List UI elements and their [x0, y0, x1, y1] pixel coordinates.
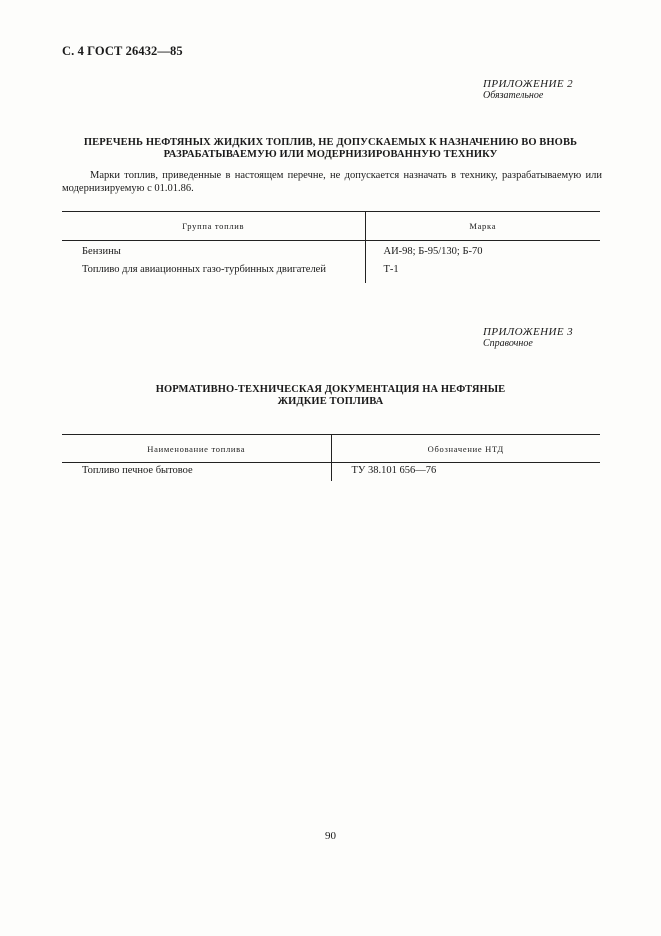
- page-number: 90: [325, 830, 336, 842]
- grade-column-header: Марка: [365, 212, 600, 241]
- appendix-3-label: [483, 326, 573, 350]
- appendix-3-heading: [62, 384, 599, 408]
- appendix-3-status: Справочное: [483, 338, 533, 349]
- grade-cell: Т-1: [365, 261, 600, 283]
- fuel-name-column-header: Наименование топлива: [62, 435, 331, 463]
- appendix-3-title: ПРИЛОЖЕНИЕ 3: [483, 326, 574, 338]
- grade-cell: АИ-98; Б-95/130; Б-70: [365, 241, 600, 262]
- table-row: [62, 261, 600, 283]
- fuel-group-cell: Бензины: [82, 246, 121, 257]
- appendix-3-heading-line-1: НОРМАТИВНО-ТЕХНИЧЕСКАЯ ДОКУМЕНТАЦИЯ НА НЕФТЯНЫЕ: [155, 384, 506, 395]
- ntd-designation-column-header: Обозначение НТД: [331, 435, 600, 463]
- table-row: [62, 241, 600, 262]
- table-row: [62, 463, 600, 482]
- page-header: С. 4 ГОСТ 26432—85: [62, 44, 183, 58]
- fuel-grades-table: [62, 211, 600, 283]
- appendix-2-status: Обязательное: [483, 90, 544, 101]
- ntd-table-header: [62, 435, 600, 463]
- appendix-2-paragraph: Марки топлив, приведенные в настоящем перечне, не допускается назначать в технику, разрабатываемую или модернизируемую с 01.01.86.: [62, 170, 602, 194]
- appendix-3-heading-line-2: ЖИДКИЕ ТОПЛИВА: [277, 396, 384, 407]
- fuel-group-column-header: Группа топлив: [62, 212, 365, 241]
- appendix-2-heading-line-2: РАЗРАБАТЫВАЕМУЮ ИЛИ МОДЕРНИЗИРОВАННУЮ ТЕХНИКУ: [163, 149, 498, 160]
- ntd-designation-cell: ТУ 38.101 656—76: [331, 463, 600, 482]
- fuel-name-cell: Топливо печное бытовое: [82, 465, 193, 476]
- appendix-2-heading: [62, 137, 599, 161]
- fuel-group-cell: Топливо для авиационных газо-турбинных двигателей: [82, 264, 326, 275]
- ntd-table: [62, 434, 600, 481]
- appendix-2-label: [483, 78, 573, 102]
- fuel-grades-table-header: [62, 212, 600, 241]
- appendix-2-title: ПРИЛОЖЕНИЕ 2: [483, 78, 574, 90]
- appendix-2-heading-line-1: ПЕРЕЧЕНЬ НЕФТЯНЫХ ЖИДКИХ ТОПЛИВ, НЕ ДОПУСКАЕМЫХ К НАЗНАЧЕНИЮ ВО ВНОВЬ: [83, 137, 578, 148]
